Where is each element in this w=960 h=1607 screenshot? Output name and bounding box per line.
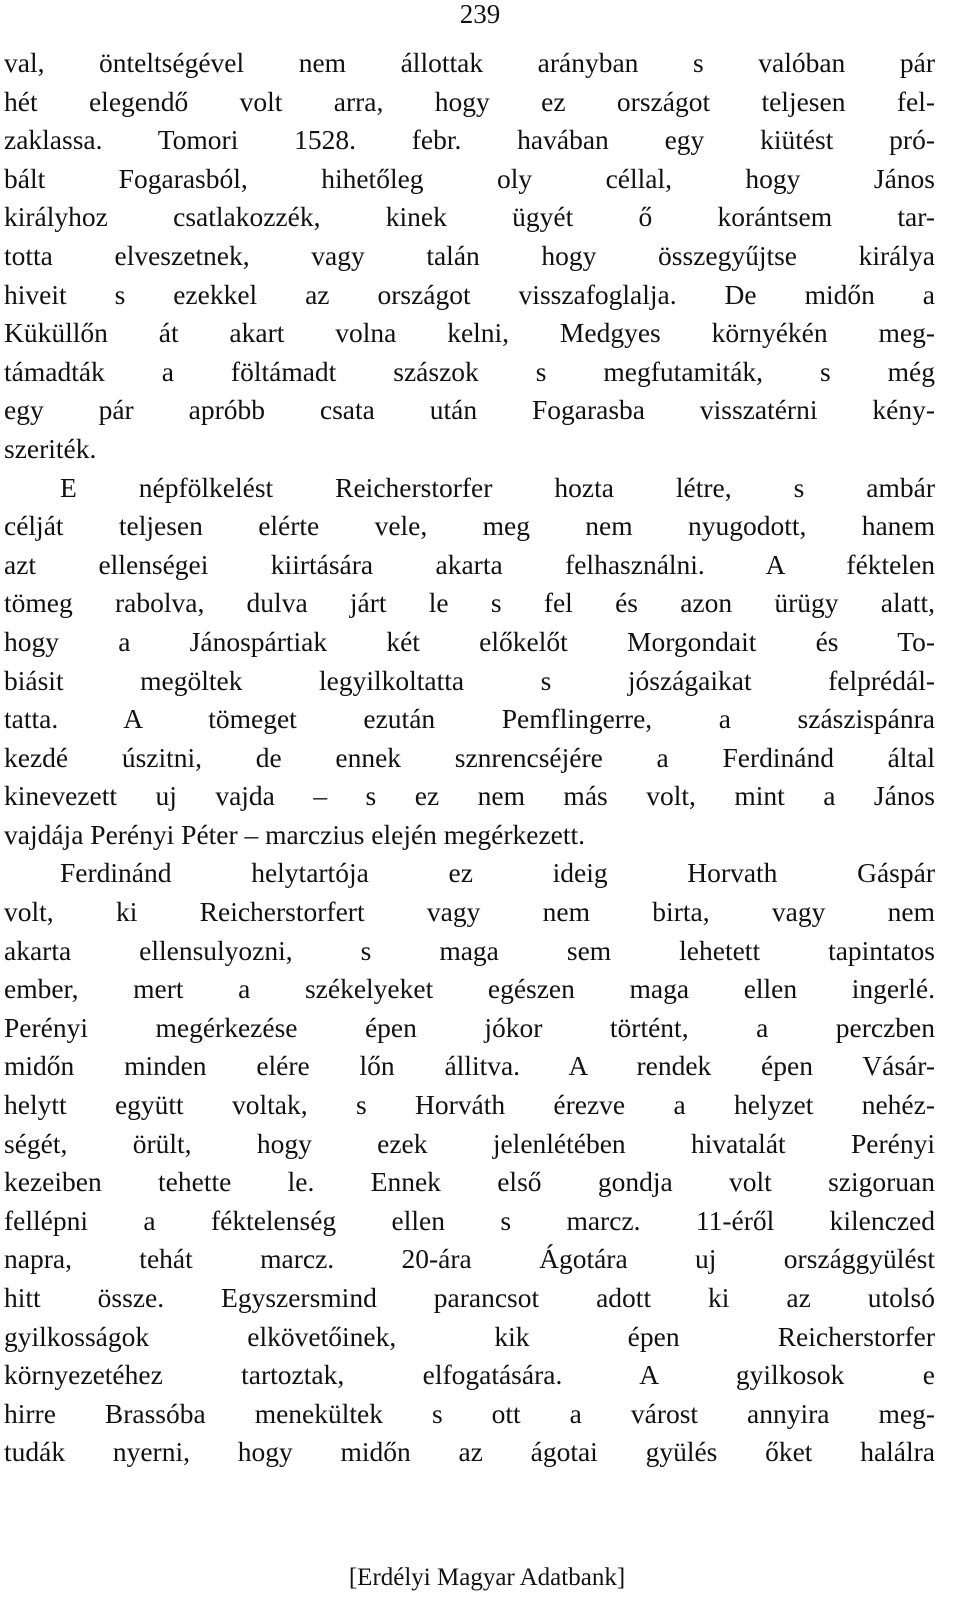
text-line: Küküllőn át akart volna kelni, Medgyes környékén meg- — [4, 317, 935, 349]
paragraph — [4, 854, 935, 1472]
text-line: kezdé úszitni, de ennek sznrencséjére a Ferdinánd által — [4, 741, 935, 773]
text-line: hét elegendő volt arra, hogy ez országot teljesen fel- — [4, 85, 935, 117]
page-number: 239 — [459, 0, 501, 29]
text-line: tömeg rabolva, dulva járt le s fel és azon ürügy alatt, — [4, 587, 935, 619]
footer-source-label: [Erdélyi Magyar Adatbank] — [348, 1564, 626, 1591]
text-line: volt, ki Reicherstorfert vagy nem birta, vagy nem — [4, 896, 935, 928]
text-line: célját teljesen elérte vele, meg nem nyugodott, hanem — [4, 510, 935, 542]
paragraph — [4, 44, 935, 469]
text-line: ember, mert a székelyeket egészen maga ellen ingerlé. — [4, 973, 935, 1005]
text-line: hirre Brassóba menekültek s ott a várost annyira meg- — [4, 1397, 935, 1429]
text-line: királyhoz csatlakozzék, kinek ügyét ő korántsem tar- — [4, 201, 935, 233]
text-line: gyilkosságok elkövetőinek, kik épen Reicherstorfer — [4, 1320, 935, 1352]
text-line: helytt együtt voltak, s Horváth érezve a helyzet nehéz- — [4, 1089, 935, 1121]
text-line: támadták a föltámadt szászok s megfutamiták, s még — [4, 355, 935, 387]
text-line: biásit megöltek legyilkoltatta s jószágaikat felprédál- — [4, 664, 935, 696]
text-line: bált Fogarasból, hihetőleg oly céllal, hogy János — [4, 162, 935, 194]
text-line: totta elveszetnek, vagy talán hogy összegyűjtse királya — [4, 239, 935, 271]
text-line: hogy a Jánospártiak két előkelőt Morgondait és To- — [4, 625, 935, 657]
text-line: val, önteltségével nem állottak arányban s valóban pár — [4, 47, 935, 78]
text-line: fellépni a féktelenség ellen s marcz. 11-éről kilenczed — [4, 1204, 935, 1236]
text-line: napra, tehát marcz. 20-ára Ágotára uj országgyülést — [4, 1243, 935, 1275]
text-line: hiveit s ezekkel az országot visszafoglalja. De midőn a — [4, 278, 935, 310]
text-line: zaklassa. Tomori 1528. febr. havában egy kiütést pró- — [4, 124, 935, 156]
body-text — [4, 44, 935, 1472]
text-line: szeriték. — [4, 432, 97, 464]
paragraph — [4, 469, 935, 855]
text-line: kezeiben tehette le. Ennek első gondja volt szigoruan — [4, 1166, 935, 1198]
text-line: ségét, örült, hogy ezek jelenlétében hivatalát Perényi — [4, 1127, 935, 1159]
text-line: azt ellenségei kiirtására akarta felhasználni. A féktelen — [4, 548, 935, 580]
text-line: Ferdinánd helytartója ez ideig Horvath Gáspár — [60, 857, 935, 889]
text-line: Perényi megérkezése épen jókor történt, a perczben — [4, 1011, 935, 1043]
text-line: egy pár apróbb csata után Fogarasba visszatérni kény- — [4, 394, 935, 426]
text-line: midőn minden elére lőn állitva. A rendek épen Vásár- — [4, 1050, 935, 1082]
text-line: környezetéhez tartoztak, elfogatására. A gyilkosok e — [4, 1359, 935, 1391]
text-line: akarta ellensulyozni, s maga sem lehetett tapintatos — [4, 934, 935, 966]
text-line: vajdája Perényi Péter – marczius elején megérkezett. — [4, 818, 586, 850]
text-line: tudák nyerni, hogy midőn az ágotai gyülés őket halálra — [4, 1436, 935, 1468]
text-line: E népfölkelést Reicherstorfer hozta létre, s ambár — [60, 471, 935, 503]
text-line: hitt össze. Egyszersmind parancsot adott ki az utolsó — [4, 1282, 935, 1313]
text-line: kinevezett uj vajda – s ez nem más volt, mint a János — [4, 780, 935, 812]
text-line: tatta. A tömeget ezután Pemflingerre, a szászispánra — [4, 703, 935, 735]
page-footer — [0, 1564, 960, 1592]
